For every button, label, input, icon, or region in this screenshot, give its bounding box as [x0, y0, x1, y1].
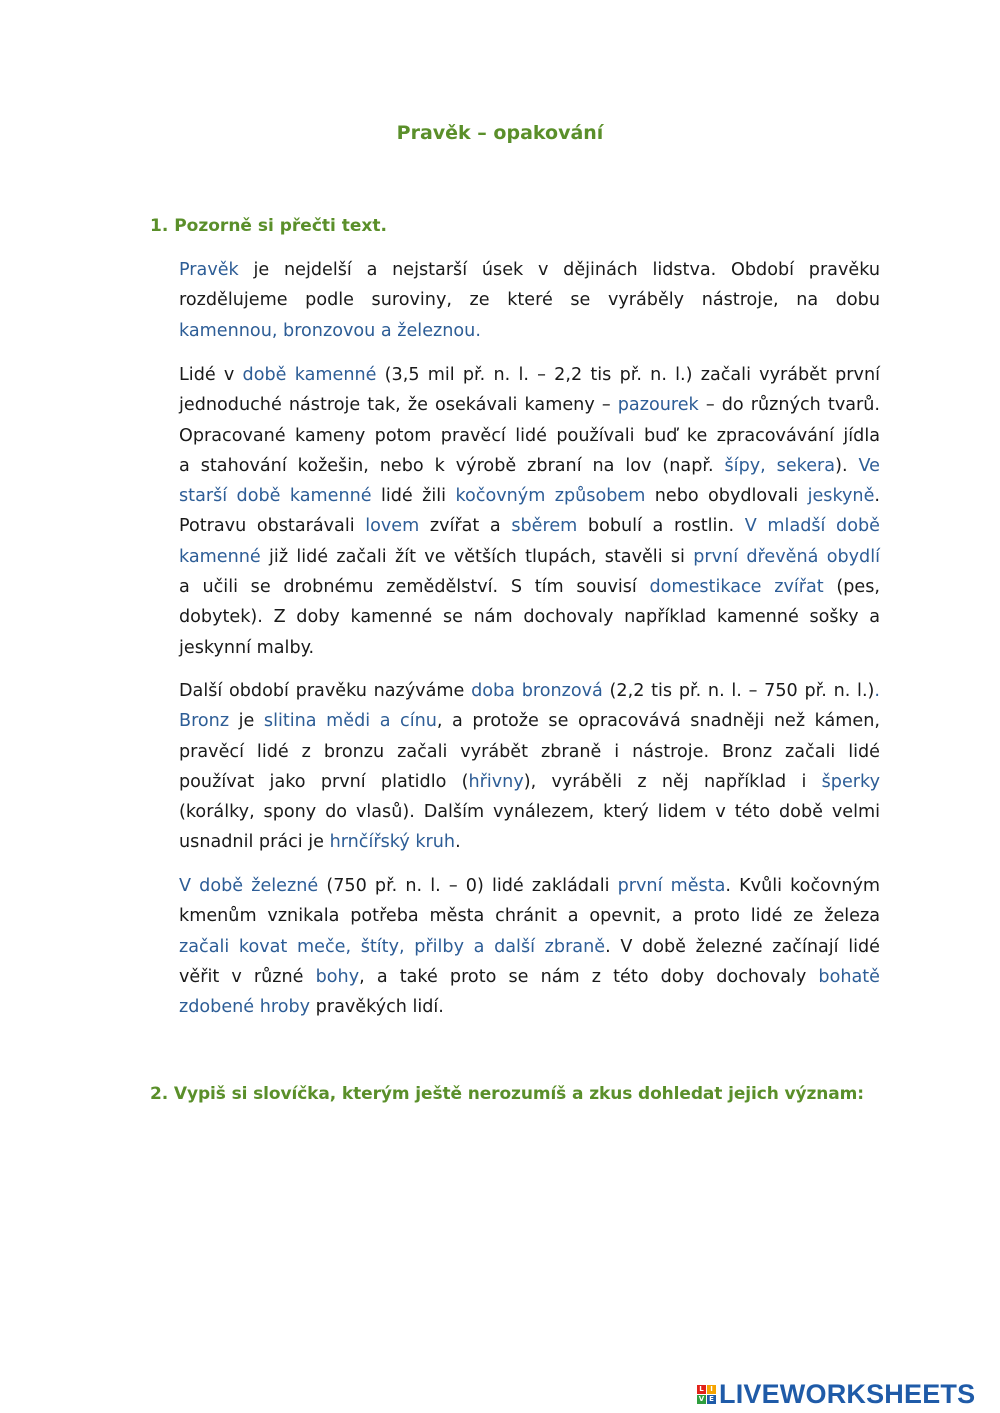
highlighted-term: první města [617, 876, 726, 896]
highlighted-term: pazourek [617, 395, 699, 416]
text-run: ). [835, 455, 859, 476]
text-run: jeskynní malby. [179, 637, 315, 658]
text-run: usnadnil práci je [179, 832, 330, 853]
text-run: Opracované kameny potom pravěcí lidé používali buď ke zpracovávání jídla [179, 425, 880, 446]
task-1-number: 1. [150, 216, 169, 236]
text-line [179, 390, 880, 420]
logo-mark-letter: I [707, 1385, 716, 1394]
text-run: Potravu obstarávali [179, 516, 366, 537]
text-line [179, 602, 880, 632]
text-line [179, 572, 880, 602]
text-run: a učili se drobnému zemědělství. S tím souvisí [179, 577, 650, 598]
text-run: kmenům vznikala potřeba města chránit a opevnit, a proto lidé ze železa [179, 906, 880, 927]
highlighted-term: starší době kamenné [179, 486, 372, 507]
text-line [179, 542, 880, 572]
text-line [179, 962, 880, 992]
text-run: nebo obydlovali [645, 486, 808, 507]
text-line [179, 992, 880, 1022]
text-run: – do různých tvarů. [698, 395, 880, 416]
text-run: , a také proto se nám z této doby dochovaly [359, 966, 819, 987]
text-line [179, 360, 880, 390]
text-line [179, 827, 880, 857]
highlighted-term: slitina mědi a cínu [263, 711, 437, 732]
highlighted-term: kamenné [179, 546, 261, 567]
text-run: používat jako první platidlo ( [179, 771, 469, 792]
logo-mark-letter: L [697, 1385, 706, 1394]
text-run: (pes, [823, 577, 880, 598]
text-run: a stahování kožešin, nebo k výrobě zbraní na lov (např. [179, 455, 725, 476]
text-run: lidé žili [371, 486, 456, 507]
text-line [179, 676, 880, 706]
highlighted-term: začali kovat meče, štíty, přilby a další zbraně [179, 936, 606, 957]
text-line [179, 451, 880, 481]
text-line [179, 797, 880, 827]
text-run: je [229, 711, 264, 732]
text-line [179, 737, 880, 767]
highlighted-term: jeskyně [807, 486, 875, 507]
highlighted-term: doba bronzová [471, 681, 603, 701]
highlighted-term: zdobené hroby [179, 997, 311, 1018]
highlighted-term: sběrem [511, 516, 578, 537]
text-line [179, 255, 880, 285]
highlighted-term: bohatě [818, 966, 880, 987]
text-line [179, 932, 880, 962]
task-2-number: 2. [150, 1084, 169, 1104]
text-run: . [874, 486, 880, 507]
text-line [179, 316, 880, 346]
highlighted-term: kočovným způsobem [455, 486, 646, 507]
highlighted-term: první dřevěná obydlí [693, 546, 880, 567]
text-line [179, 511, 880, 541]
text-run: jednoduché nástroje tak, že osekávali kameny – [179, 395, 618, 416]
text-run: (750 př. n. l. – 0) lidé zakládali [318, 876, 618, 896]
highlighted-term: V době železné [179, 876, 319, 896]
text-run: Další období pravěku nazýváme [179, 681, 472, 701]
highlighted-term: Pravěk [179, 260, 239, 280]
text-run: dobytek). Z doby kamenné se nám dochovaly například kamenné sošky a [179, 607, 880, 628]
text-run: . [455, 832, 461, 853]
text-run: . V době železné začínají lidé [605, 936, 880, 957]
text-run: Lidé v [179, 365, 243, 385]
text-line [179, 481, 880, 511]
highlighted-term: době kamenné [242, 365, 377, 385]
text-run: pravěkých lidí. [310, 997, 444, 1018]
paragraph-4 [179, 871, 880, 1022]
logo-mark-letter: V [698, 1394, 705, 1403]
task-1-heading [150, 216, 387, 236]
highlighted-term: V mladší době [744, 516, 880, 537]
highlighted-term: domestikace zvířat [649, 577, 824, 598]
text-line [179, 871, 880, 901]
text-run: věřit v různé [179, 966, 316, 987]
paragraph-2 [179, 360, 880, 663]
text-run: zvířat a [419, 516, 512, 537]
highlighted-term: bohy [315, 966, 360, 987]
text-line [179, 633, 880, 663]
text-run: ), vyráběli z něj například i [523, 771, 822, 792]
text-run: . Kvůli kočovným [725, 876, 881, 896]
highlighted-term: kamennou, bronzovou a železnou. [179, 320, 481, 341]
highlighted-term: . [874, 681, 880, 701]
text-run: pravěcí lidé z bronzu začali vyrábět zbraně i nástroje. Bronz začali lidé [179, 741, 880, 762]
page-title: Pravěk – opakování [396, 122, 604, 144]
text-line [179, 767, 880, 797]
text-run: , a protože se opracovává snadněji než kámen, [436, 711, 880, 732]
logo-mark-letter: E [707, 1395, 716, 1404]
text-line [179, 421, 880, 451]
text-line [179, 901, 880, 931]
text-run: bobulí a rostlin. [577, 516, 745, 537]
text-run: (3,5 mil př. n. l. – 2,2 tis př. n. l.) začali vyrábět první [376, 365, 880, 385]
highlighted-term: Ve [858, 455, 880, 476]
task-1-text: Pozorně si přečti text. [174, 216, 387, 236]
text-run: je nejdelší a nejstarší úsek v dějinách lidstva. Období pravěku [238, 260, 880, 280]
logo-text: LIVEWORKSHEETS [719, 1378, 976, 1409]
highlighted-term: šípy, sekera [724, 455, 836, 476]
text-run: rozdělujeme podle suroviny, ze které se vyráběly nástroje, na dobu [179, 290, 880, 311]
liveworksheets-logo[interactable] [697, 1379, 975, 1409]
task-2-heading [150, 1084, 864, 1104]
text-run: (korálky, spony do vlasů). Dalším vynálezem, který lidem v této době velmi [179, 802, 880, 823]
text-run: (2,2 tis př. n. l. – 750 př. n. l.) [602, 681, 875, 701]
text-line [179, 285, 880, 315]
logo-mark-icon [697, 1385, 716, 1404]
text-run: již lidé začali žít ve větších tlupách, stavěli si [260, 546, 694, 567]
paragraph-3 [179, 676, 880, 858]
highlighted-term: šperky [821, 771, 880, 792]
highlighted-term: hřivny [468, 771, 524, 792]
text-line [179, 706, 880, 736]
task-2-text: Vypiš si slovíčka, kterým ještě nerozumíš a zkus dohledat jejich význam: [173, 1084, 864, 1104]
highlighted-term: lovem [365, 516, 420, 537]
highlighted-term: Bronz [179, 711, 230, 732]
paragraph-1 [179, 255, 880, 346]
highlighted-term: hrnčířský kruh [329, 832, 456, 853]
